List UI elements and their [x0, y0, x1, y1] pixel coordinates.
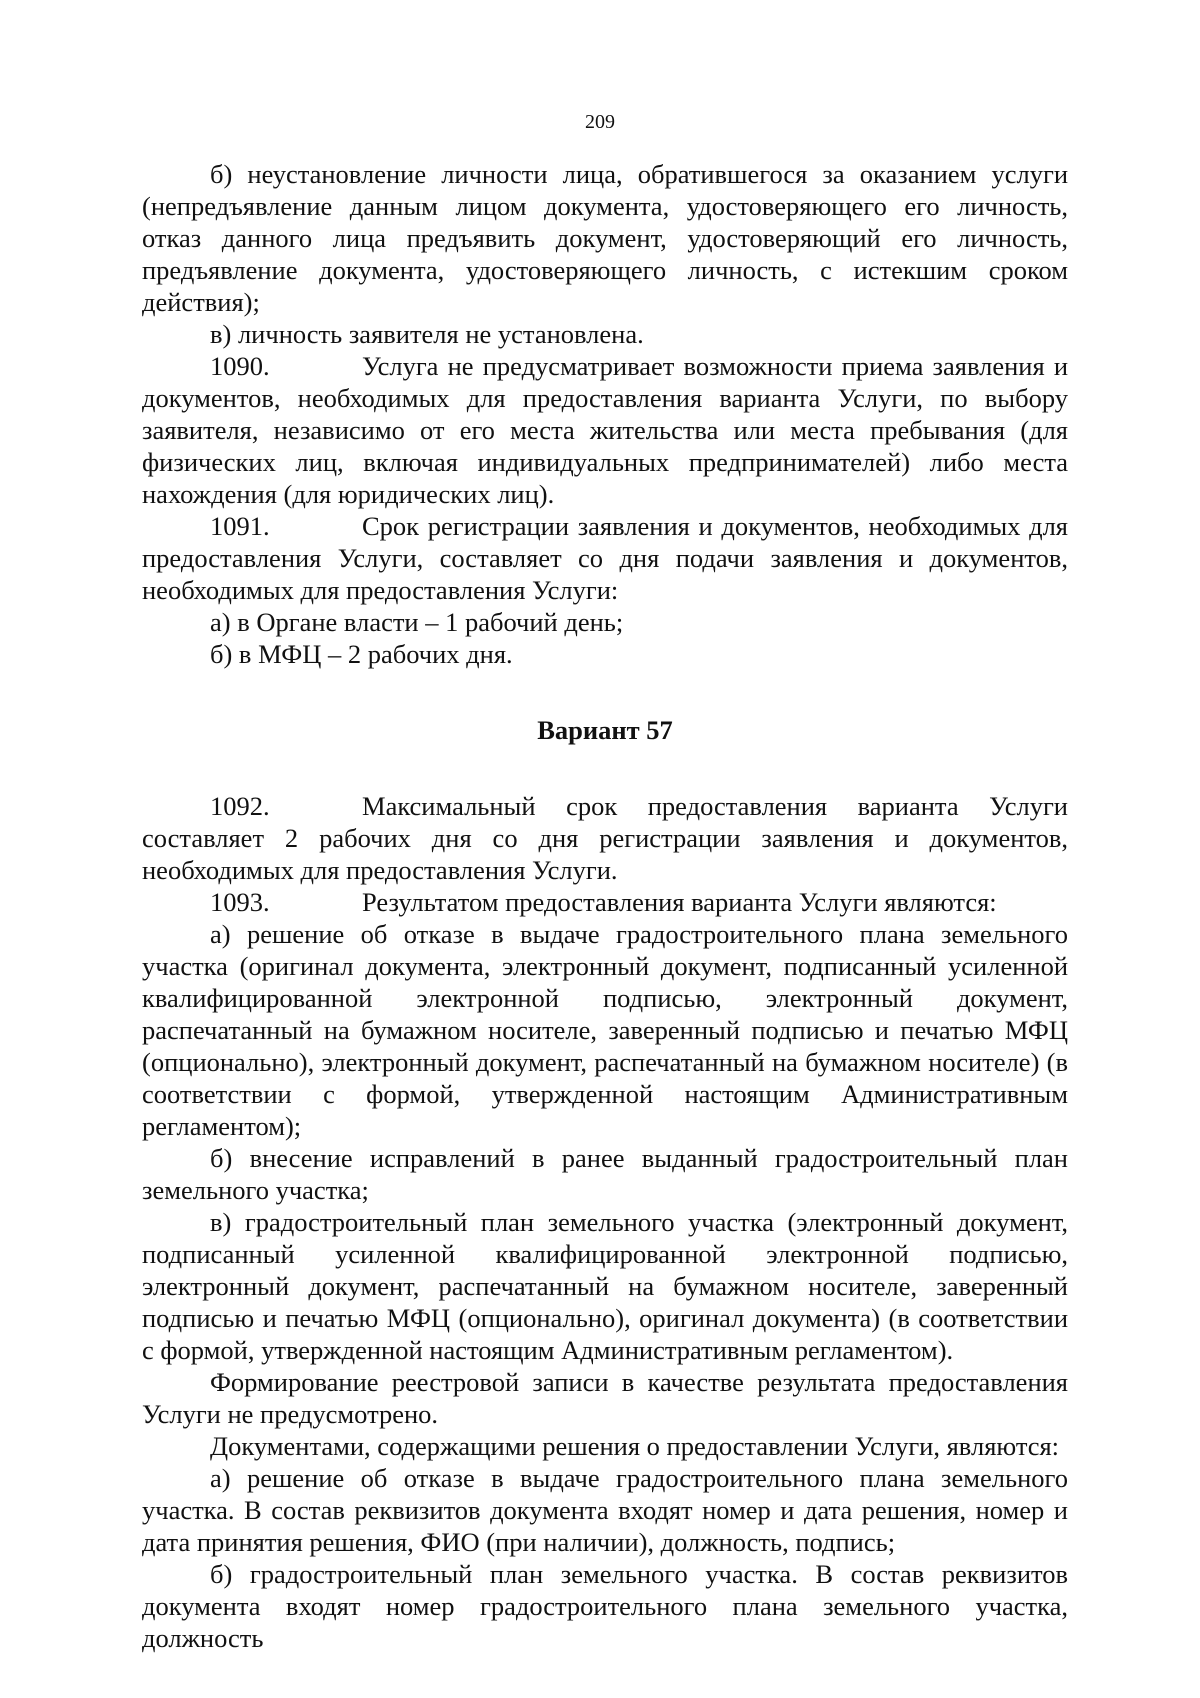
paragraph: Документами, содержащими решения о предоставлении Услуги, являются:: [210, 1431, 1060, 1461]
paragraph: в) личность заявителя не установлена.: [210, 319, 644, 349]
paragraph: а) решение об отказе в выдаче градостроительного плана земельного участка (оригинал документа, электронный документ, подписанный усиленной квалифицированной электронной подписью, электронный документ, распечатанный на бумажном носителе, заверенный подписью и печатью МФЦ (опционально), электронный документ, распечатанный на бумажном носителе) (в соответствии с формой, утвержденной настоящим Административным регламентом);: [142, 919, 1068, 1141]
paragraph-number: 1090.: [210, 351, 270, 381]
numbered-paragraph: [142, 350, 1068, 510]
paragraph-text: Услуга не предусматривает возможности приема заявления и документов, необходимых для предоставления варианта Услуги, по выбору заявителя, независимо от его места жительства или места пребывания (для физических лиц, включая индивидуальных предпринимателей) либо места нахождения (для юридических лиц).: [142, 351, 1068, 509]
section-heading: Вариант 57: [537, 715, 673, 745]
paragraph: а) решение об отказе в выдаче градостроительного плана земельного участка. В состав реквизитов документа входят номер и дата решения, номер и дата принятия решения, ФИО (при наличии), должность, подпись;: [142, 1463, 1068, 1557]
paragraph-number: 1093.: [210, 887, 270, 917]
paragraph: б) градостроительный план земельного участка. В состав реквизитов документа входят номер градостроительного плана земельного участка, должность: [142, 1559, 1068, 1653]
paragraph: б) внесение исправлений в ранее выданный градостроительный план земельного участка;: [142, 1143, 1068, 1205]
paragraph-text: Результатом предоставления варианта Услуги являются:: [362, 887, 997, 917]
paragraph-number: 1091.: [210, 511, 270, 541]
paragraph: в) градостроительный план земельного участка (электронный документ, подписанный усиленной квалифицированной электронной подписью, электронный документ, распечатанный на бумажном носителе, заверенный подписью и печатью МФЦ (опционально), оригинал документа) (в соответствии с формой, утвержденной настоящим Административным регламентом).: [142, 1207, 1068, 1365]
paragraph: а) в Органе власти – 1 рабочий день;: [210, 607, 624, 637]
section-before-heading: [142, 158, 1068, 670]
document-body: [142, 158, 1068, 1654]
numbered-paragraph: [142, 886, 1068, 918]
numbered-paragraph: [142, 790, 1068, 886]
paragraph: б) в МФЦ – 2 рабочих дня.: [210, 639, 513, 669]
paragraph: Формирование реестровой записи в качестве результата предоставления Услуги не предусмотрено.: [142, 1367, 1068, 1429]
paragraph: б) неустановление личности лица, обратившегося за оказанием услуги (непредъявление данным лицом документа, удостоверяющего его личность, отказ данного лица предъявить документ, удостоверяющий его личность, предъявление документа, удостоверяющего личность, с истекшим сроком действия);: [142, 159, 1068, 317]
page-number: 209: [585, 111, 615, 133]
section-after-heading: [142, 790, 1068, 1654]
paragraph-text: Максимальный срок предоставления варианта Услуги составляет 2 рабочих дня со дня регистрации заявления и документов, необходимых для предоставления Услуги.: [142, 791, 1068, 885]
paragraph-number: 1092.: [210, 791, 270, 821]
paragraph-text: Срок регистрации заявления и документов, необходимых для предоставления Услуги, составляет со дня подачи заявления и документов, необходимых для предоставления Услуги:: [142, 511, 1068, 605]
numbered-paragraph: [142, 510, 1068, 606]
